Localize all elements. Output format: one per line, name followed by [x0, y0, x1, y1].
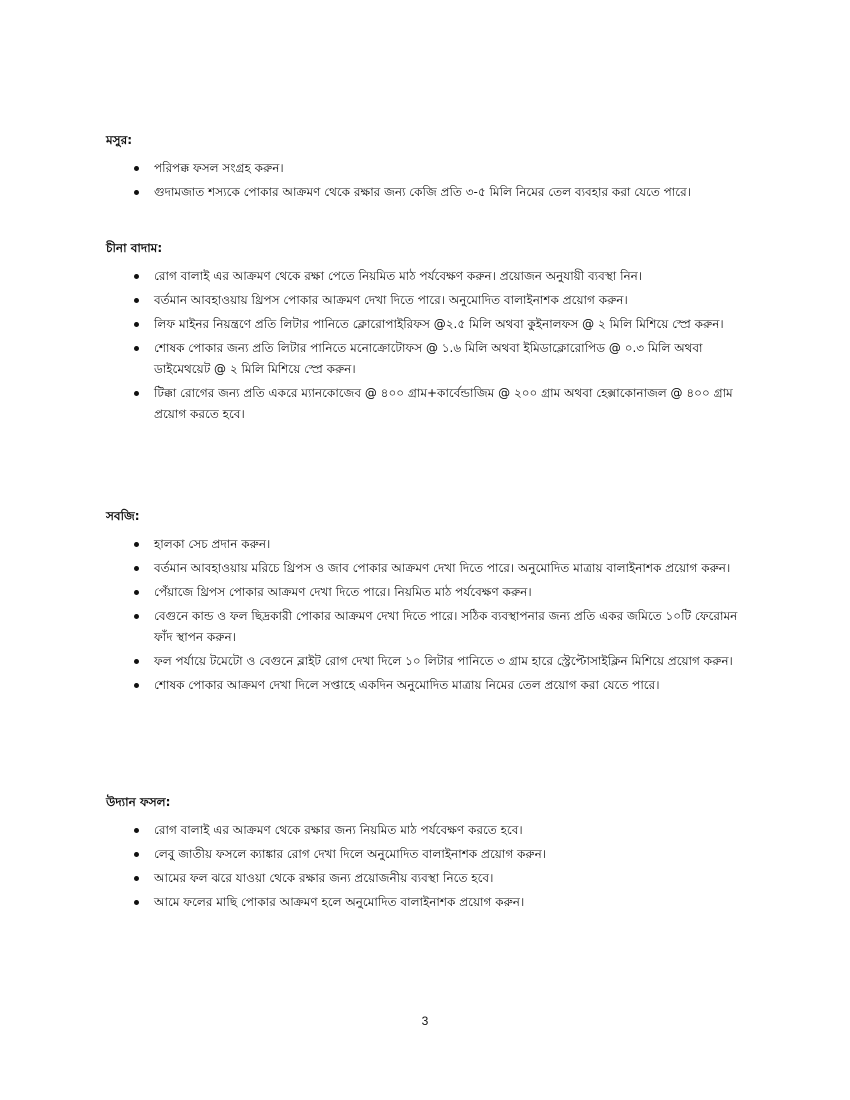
section-horticulture: [106, 792, 756, 916]
bullet-list: [106, 266, 756, 425]
bullet-icon: [134, 590, 139, 595]
section-heading: উদ্যান ফসল:: [106, 795, 171, 809]
list-item: রোগ বালাই এর আক্রমণ থেকে রক্ষার জন্য নিয়মিত মাঠ পর্যবেক্ষণ করতে হবে।: [106, 820, 756, 841]
list-item: আমে ফলের মাছি পোকার আক্রমণ হলে অনুমোদিত বালাইনাশক প্রয়োগ করুন।: [106, 892, 756, 913]
page-number: 3: [421, 1014, 429, 1028]
list-item: লেবু জাতীয় ফসলে ক্যাঙ্কার রোগ দেখা দিলে অনুমোদিত বালাইনাশক প্রয়োগ করুন।: [106, 844, 756, 865]
list-item: রোগ বালাই এর আক্রমণ থেকে রক্ষা পেতে নিয়মিত মাঠ পর্যবেক্ষণ করুন। প্রয়োজন অনুযায়ী ব্যবস্থা নিন।: [106, 266, 756, 287]
list-item: শোষক পোকার আক্রমণ দেখা দিলে সপ্তাহে একদিন অনুমোদিত মাত্রায় নিমের তেল প্রয়োগ করা যেতে পারে।: [106, 675, 756, 696]
section-heading: চীনা বাদাম:: [106, 241, 163, 255]
section-heading: মসুর:: [106, 133, 132, 147]
bullet-list: [106, 820, 756, 913]
bullet-icon: [134, 322, 139, 327]
bullet-icon: [134, 166, 139, 171]
bullet-icon: [134, 274, 139, 279]
list-item: টিক্কা রোগের জন্য প্রতি একরে ম্যানকোজেব @ ৪০০ গ্রাম+কার্বেন্ডাজিম @ ২০০ গ্রাম অথবা হেক্সাকোনাজল @ ৪০০ গ্রাম প্রয়োগ করতে হবে।: [106, 383, 756, 425]
bullet-icon: [134, 683, 139, 688]
section-lentil: [106, 130, 756, 206]
bullet-list: [106, 158, 756, 203]
bullet-icon: [134, 614, 139, 619]
list-item: ফল পর্যায়ে টমেটো ও বেগুনে ব্লাইট রোগ দেখা দিলে ১০ লিটার পানিতে ৩ গ্রাম হারে স্ট্রেপ্টোসাইক্লিন মিশিয়ে প্রয়োগ করুন।: [106, 651, 756, 672]
bullet-icon: [134, 566, 139, 571]
bullet-icon: [134, 828, 139, 833]
section-vegetables: [106, 506, 756, 699]
bullet-icon: [134, 346, 139, 351]
list-item: গুদামজাত শস্যকে পোকার আক্রমণ থেকে রক্ষার জন্য কেজি প্রতি ৩-৫ মিলি নিমের তেল ব্যবহার করা যেতে পারে।: [106, 182, 756, 203]
list-item: পরিপক্ক ফসল সংগ্রহ করুন।: [106, 158, 756, 179]
bullet-icon: [134, 900, 139, 905]
bullet-icon: [134, 298, 139, 303]
bullet-icon: [134, 391, 139, 396]
bullet-icon: [134, 190, 139, 195]
bullet-icon: [134, 852, 139, 857]
list-item: শোষক পোকার জন্য প্রতি লিটার পানিতে মনোক্রোটোফস @ ১.৬ মিলি অথবা ইমিডাক্লোরোপিড @ ০.৩ মিলি অথবা ডাইমেথয়েট @ ২ মিলি মিশিয়ে স্প্রে করুন।: [106, 338, 756, 380]
list-item: বর্তমান আবহাওয়ায় মরিচে থ্রিপস ও জাব পোকার আক্রমণ দেখা দিতে পারে। অনুমোদিত মাত্রায় বালাইনাশক প্রয়োগ করুন।: [106, 558, 756, 579]
list-item: পেঁয়াজে থ্রিপস পোকার আক্রমণ দেখা দিতে পারে। নিয়মিত মাঠ পর্যবেক্ষণ করুন।: [106, 582, 756, 603]
bullet-icon: [134, 876, 139, 881]
list-item: বর্তমান আবহাওয়ায় থ্রিপস পোকার আক্রমণ দেখা দিতে পারে। অনুমোদিত বালাইনাশক প্রয়োগ করুন।: [106, 290, 756, 311]
bullet-icon: [134, 542, 139, 547]
list-item: লিফ মাইনর নিয়ন্ত্রণে প্রতি লিটার পানিতে ক্লোরোপাইরিফস @২.৫ মিলি অথবা কুইনালফস @ ২ মিলি মিশিয়ে স্প্রে করুন।: [106, 314, 756, 335]
section-heading: সবজি:: [106, 509, 140, 523]
bullet-icon: [134, 659, 139, 664]
bullet-list: [106, 534, 756, 696]
list-item: বেগুনে কান্ড ও ফল ছিদ্রকারী পোকার আক্রমণ দেখা দিতে পারে। সঠিক ব্যবস্থাপনার জন্য প্রতি একর জমিতে ১০টি ফেরোমন ফাঁদ স্থাপন করুন।: [106, 606, 756, 648]
list-item: আমের ফল ঝরে যাওয়া থেকে রক্ষার জন্য প্রয়োজনীয় ব্যবস্থা নিতে হবে।: [106, 868, 756, 889]
list-item: হালকা সেচ প্রদান করুন।: [106, 534, 756, 555]
section-peanut: [106, 238, 756, 428]
